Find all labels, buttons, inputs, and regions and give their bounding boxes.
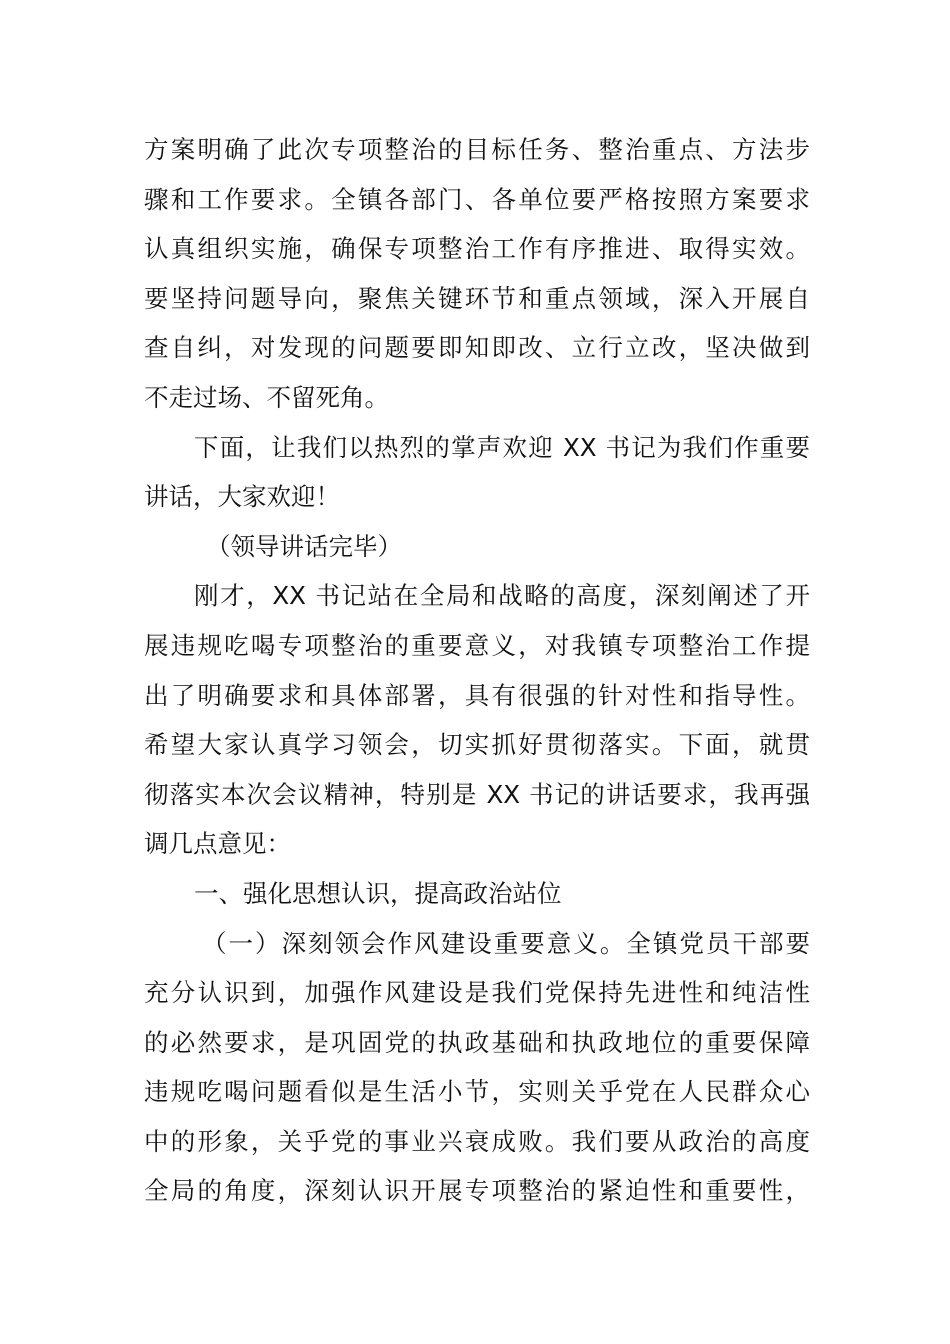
text-line: 展违规吃喝专项整治的重要意义，对我镇专项整治工作提: [144, 630, 810, 660]
text-line: 希望大家认真学习领会，切实抓好贯彻落实。下面，就贯: [144, 730, 810, 760]
text-line: 的必然要求，是巩固党的执政基础和执政地位的重要保障: [144, 1027, 810, 1057]
text-line: 刚才，XX 书记站在全局和战略的高度，深刻阐述了开: [194, 581, 810, 611]
text-line: 违规吃喝问题看似是生活小节，实则关乎党在人民群众心: [144, 1077, 810, 1107]
text-line: 下面，让我们以热烈的掌声欢迎 XX 书记为我们作重要: [194, 432, 810, 462]
text-line: 方案明确了此次专项整治的目标任务、整治重点、方法步: [144, 135, 810, 164]
text-line: 中的形象，关乎党的事业兴衰成败。我们要从政治的高度: [144, 1126, 810, 1156]
text-line: 调几点意见：: [144, 829, 291, 859]
text-line: 充分认识到，加强作风建设是我们党保持先进性和纯洁性: [144, 978, 810, 1008]
text-line: 查自纠，对发现的问题要即知即改、立行立改，坚决做到: [144, 333, 810, 363]
subsection-heading: （一）深刻领会作风建设重要意义。全镇党员干部要: [202, 928, 810, 958]
document-body: [144, 125, 810, 1216]
stage-direction: （领导讲话完毕）: [206, 531, 402, 561]
text-line: 彻落实本次会议精神，特别是 XX 书记的讲话要求，我再强: [144, 779, 810, 809]
text-line: 出了明确要求和具体部署，具有很强的针对性和指导性。: [144, 680, 810, 710]
text-line: 认真组织实施，确保专项整治工作有序推进、取得实效。: [144, 234, 810, 264]
text-line: 讲话，大家欢迎！: [144, 482, 340, 512]
section-heading: 一、强化思想认识，提高政治站位: [194, 878, 562, 908]
text-line: 全局的角度，深刻认识开展专项整治的紧迫性和重要性，: [144, 1176, 810, 1206]
text-line: 要坚持问题导向，聚焦关键环节和重点领域，深入开展自: [144, 283, 810, 313]
text-line: 骤和工作要求。全镇各部门、各单位要严格按照方案要求: [144, 184, 810, 214]
text-line: 不走过场、不留死角。: [144, 382, 389, 412]
